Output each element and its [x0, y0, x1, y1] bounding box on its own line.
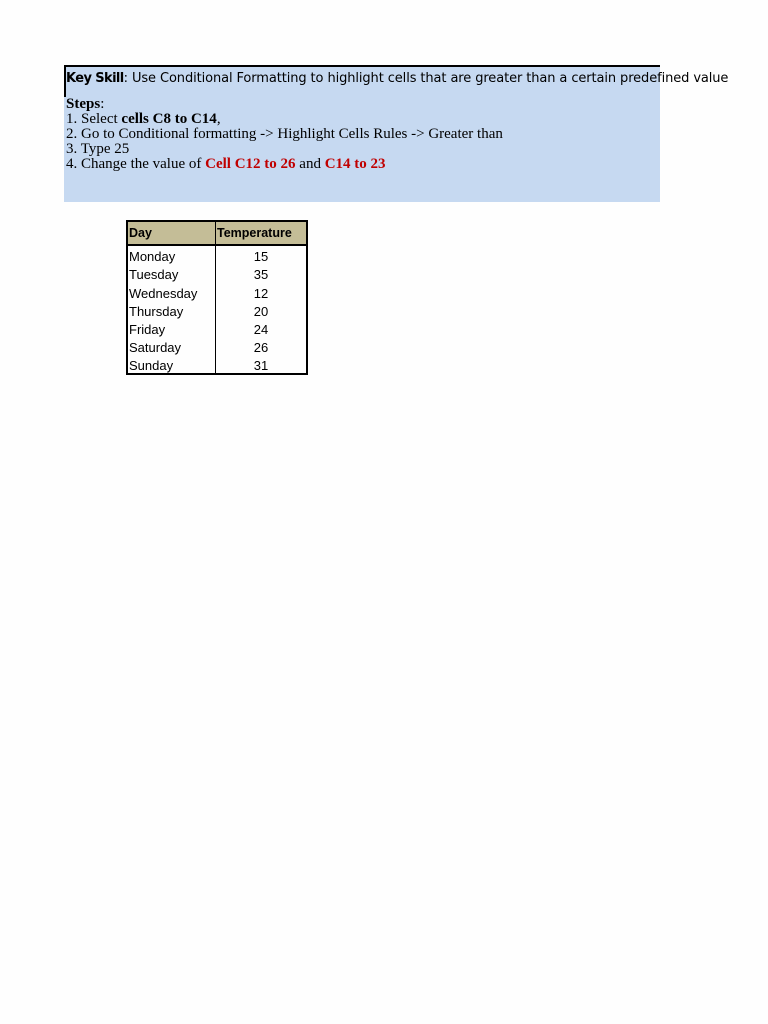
temperature-table: [126, 220, 308, 375]
table-row: [127, 264, 307, 282]
day-cell[interactable]: Sunday: [127, 355, 216, 374]
step-4: [66, 157, 503, 172]
step-1-bold: cells C8 to C14: [121, 111, 217, 127]
step-1-prefix: 1. Select: [66, 111, 122, 127]
day-cell[interactable]: Wednesday: [127, 282, 216, 300]
instructions-box[interactable]: [64, 65, 729, 202]
temperature-cell[interactable]: 15: [253, 249, 269, 265]
key-skill-label: Key Skill: [66, 71, 124, 86]
table-header-row: [127, 221, 307, 245]
table-row: [127, 245, 307, 264]
steps-heading: [66, 97, 503, 112]
table-row: [127, 301, 307, 319]
temperature-cell[interactable]: 35: [253, 267, 269, 283]
table-row: [127, 355, 307, 374]
step-4-prefix: 4. Change the value of: [66, 156, 206, 172]
step-4-mid: and: [295, 156, 325, 172]
step-2: 2. Go to Conditional formatting -> Highlight Cells Rules -> Greater than: [66, 126, 503, 142]
table-row: [127, 319, 307, 337]
day-cell[interactable]: Thursday: [127, 301, 216, 319]
steps-label: Steps: [66, 96, 101, 112]
day-cell[interactable]: Friday: [127, 319, 216, 337]
temperature-cell[interactable]: 26: [253, 340, 269, 356]
step-4-highlight-2: C14 to 23: [324, 156, 386, 172]
key-skill-text: : Use Conditional Formatting to highlight cells that are greater than a certain predefined value: [123, 71, 729, 86]
day-cell[interactable]: Tuesday: [127, 264, 216, 282]
temperature-cell[interactable]: 20: [253, 303, 269, 319]
step-4-highlight-1: Cell C12 to 26: [205, 156, 296, 172]
temperature-cell[interactable]: 31: [253, 358, 269, 374]
steps-block: [66, 97, 503, 172]
step-1-suffix: ,: [216, 111, 221, 127]
temperature-cell[interactable]: 12: [253, 285, 269, 301]
table-row: [127, 337, 307, 355]
step-1: [66, 112, 503, 127]
header-temperature[interactable]: Temperature: [216, 221, 308, 245]
day-cell[interactable]: Saturday: [127, 337, 216, 355]
key-skill-line: [66, 71, 729, 86]
day-cell[interactable]: Monday: [127, 245, 216, 264]
table-row: [127, 282, 307, 300]
steps-colon: :: [100, 96, 105, 112]
temperature-cell[interactable]: 24: [253, 321, 269, 337]
header-day[interactable]: Day: [127, 221, 216, 245]
step-3: 3. Type 25: [66, 141, 130, 157]
